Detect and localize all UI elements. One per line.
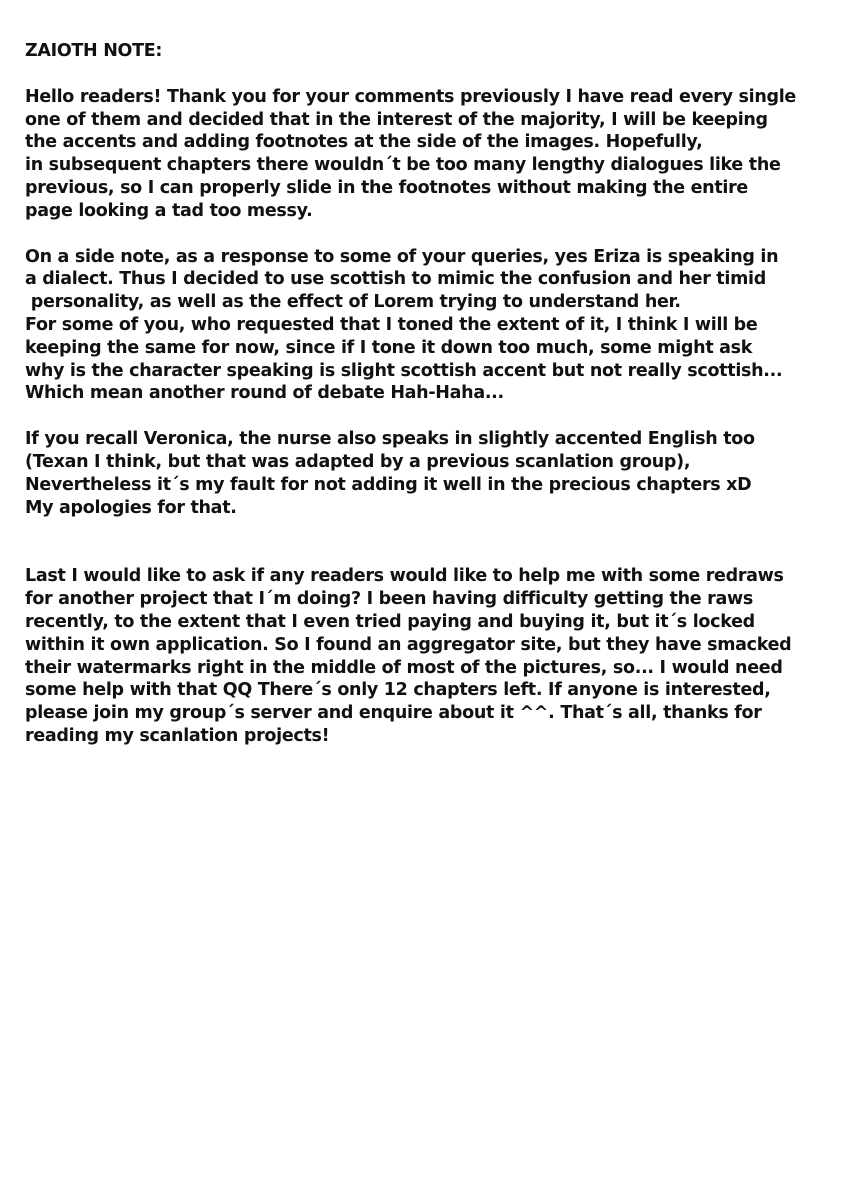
text-line: For some of you, who requested that I toned the extent of it, I think I will be <box>25 314 758 335</box>
text-line: If you recall Veronica, the nurse also speaks in slightly accented English too <box>25 429 755 450</box>
text-line: keeping the same for now, since if I tone it down too much, some might ask <box>25 337 753 358</box>
paragraph-veronica <box>25 428 825 519</box>
text-line: a dialect. Thus I decided to use scottish to mimic the confusion and her timid <box>25 269 766 290</box>
text-line: recently, to the extent that I even tried paying and buying it, but it´s locked <box>25 611 755 632</box>
text-line: within it own application. So I found an aggregator site, but they have smacked <box>25 634 792 655</box>
text-line: Hello readers! Thank you for your comments previously I have read every single <box>25 86 797 107</box>
text-line: why is the character speaking is slight scottish accent but not really scottish... <box>25 360 783 381</box>
text-line: page looking a tad too messy. <box>25 200 313 221</box>
text-line: My apologies for that. <box>25 497 237 518</box>
note-heading: ZAIOTH NOTE: <box>25 41 163 61</box>
text-line: reading my scanlation projects! <box>25 725 330 746</box>
text-line: in subsequent chapters there wouldn´t be too many lengthy dialogues like the <box>25 155 781 176</box>
text-line: Last I would like to ask if any readers would like to help me with some redraws <box>25 566 784 587</box>
text-line: please join my group´s server and enquire about it ^^. That´s all, thanks for <box>25 703 762 724</box>
text-line: previous, so I can properly slide in the footnotes without making the entire <box>25 177 748 198</box>
paragraph-thanks <box>25 86 825 223</box>
text-line: personality, as well as the effect of Lorem trying to understand her. <box>25 292 681 313</box>
text-line: Which mean another round of debate Hah-Haha... <box>25 383 504 404</box>
text-line: the accents and adding footnotes at the side of the images. Hopefully, <box>25 132 703 153</box>
text-line: some help with that QQ There´s only 12 chapters left. If anyone is interested, <box>25 680 771 701</box>
text-line: On a side note, as a response to some of your queries, yes Eriza is speaking in <box>25 246 779 267</box>
paragraph-request <box>25 565 825 747</box>
paragraph-dialect <box>25 246 825 406</box>
translator-note <box>25 40 825 771</box>
text-line: (Texan I think, but that was adapted by a previous scanlation group), <box>25 451 691 472</box>
text-line: one of them and decided that in the interest of the majority, I will be keeping <box>25 109 768 130</box>
text-line: for another project that I´m doing? I been having difficulty getting the raws <box>25 589 753 610</box>
text-line: Nevertheless it´s my fault for not adding it well in the precious chapters xD <box>25 474 752 495</box>
text-line: their watermarks right in the middle of most of the pictures, so... I would need <box>25 657 783 678</box>
